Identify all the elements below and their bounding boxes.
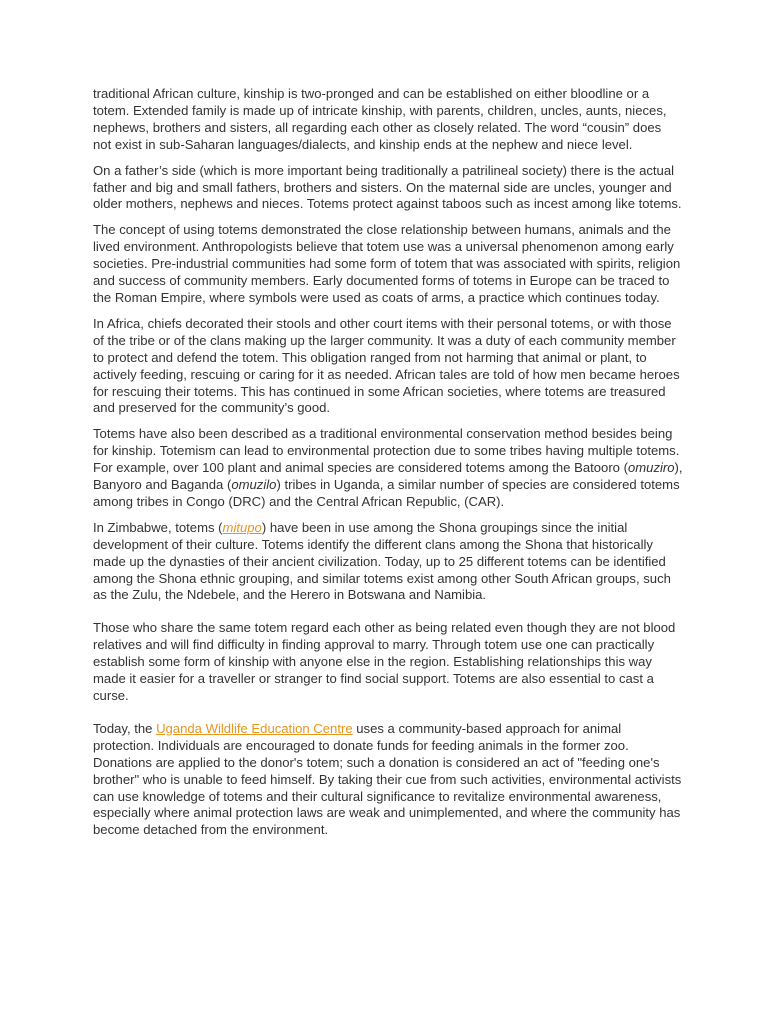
text-segment: ), Banyoro and Baganda ( [93, 460, 683, 493]
paragraph-kinship: traditional African culture, kinship is two-pronged and can be established on either bloodline or a totem. Extended family is made up of intricate kinship, with parents, children, uncles, aunts, nieces, nephews, brothers and sisters, all regarding each other as closely related. The word “cousin” does not exist in sub-Saharan languages/dialects, and kinship ends at the nephew and niece level. [93, 86, 667, 152]
mitupo-link[interactable] [223, 520, 262, 535]
uganda-wildlife-centre-link[interactable]: Uganda Wildlife Education Centre [156, 720, 353, 736]
term-omuzilo: omuzilo [231, 477, 277, 493]
text-segment: ) tribes in Uganda, a similar number of species are considered totems among tribes in Congo (DRC) and the Central African Republic, (CAR). [93, 477, 680, 509]
text-segment: Today, the [93, 720, 157, 736]
paragraph-zimbabwe [93, 520, 683, 605]
text-segment: Totems have also been described as a traditional environmental conservation method besides being for kinship. Totemism can lead to environmental protection due to some tribes having multiple totems. For example, over 100 plant and animal species are considered totems among the Batooro ( [93, 426, 680, 476]
paragraph-conservation [93, 426, 683, 511]
text-segment: In Zimbabwe, totems ( [93, 519, 223, 535]
text-segment: uses a community-based approach for animal protection. Individuals are encouraged to donate funds for feeding animals in the former zoo. Donations are applied to the donor's totem; such a donation is considered an act of "feeding one's brother" who is unable to feed himself. By taking their cue from such activities, environmental activists can use knowledge of totems and their cultural significance to revitalize environmental awareness, especially where animal protection laws are weak and unimplemented, and where the community has become detached from the environment. [93, 720, 682, 838]
paragraph-shared-totem: Those who share the same totem regard each other as being related even though they are not blood relatives and will find difficulty in finding approval to marry. Through totem use one can practically establish some form of kinship with anyone else in the region. Establishing relationships this way made it easier for a traveller or stranger to find social support. Totems are also essential to cast a curse. [93, 620, 676, 703]
paragraph-fathers-side: On a father’s side (which is more important being traditionally a patrilineal society) there is the actual father and big and small fathers, brothers and sisters. On the maternal side are uncles, younger and older mothers, nephews and nieces. Totems protect against taboos such as incest among like totems. [93, 162, 682, 212]
mitupo-link-text: mitupo [222, 519, 262, 535]
document-body [93, 86, 683, 839]
paragraph-africa-chiefs: In Africa, chiefs decorated their stools and other court items with their personal totems, or with those of the tribe or of the clans making up the larger community. It was a duty of each community member to protect and defend the totem. This obligation ranged from not harming that animal or plant, to actively feeding, rescuing or caring for it as needed. African tales are told of how men became heroes for rescuing their totems. This has continued in some African societies, where totems are treasured and preserved for the community’s good. [93, 315, 680, 416]
text-segment: ) have been in use among the Shona groupings since the initial development of their culture. Totems identify the different clans among the Shona that historically made up the dynasties of their ancient civilization. Today, up to 25 different totems can be identified among the Shona ethnic grouping, and similar totems exist among other South African groups, such as the Zulu, the Ndebele, and the Herero in Botswana and Namibia. [93, 519, 671, 603]
paragraph-totem-concept: The concept of using totems demonstrated the close relationship between humans, animals and the lived environment. Anthropologists believe that totem use was a universal phenomenon among early societies. Pre-industrial communities had some form of totem that was associated with spirits, religion and success of community members. Early documented forms of totems in Europe can be traced to the Roman Empire, where symbols were used as coats of arms, a practice which continues today. [93, 222, 681, 305]
term-omuziro: omuziro [627, 460, 675, 476]
paragraph-uganda-centre [93, 721, 683, 839]
